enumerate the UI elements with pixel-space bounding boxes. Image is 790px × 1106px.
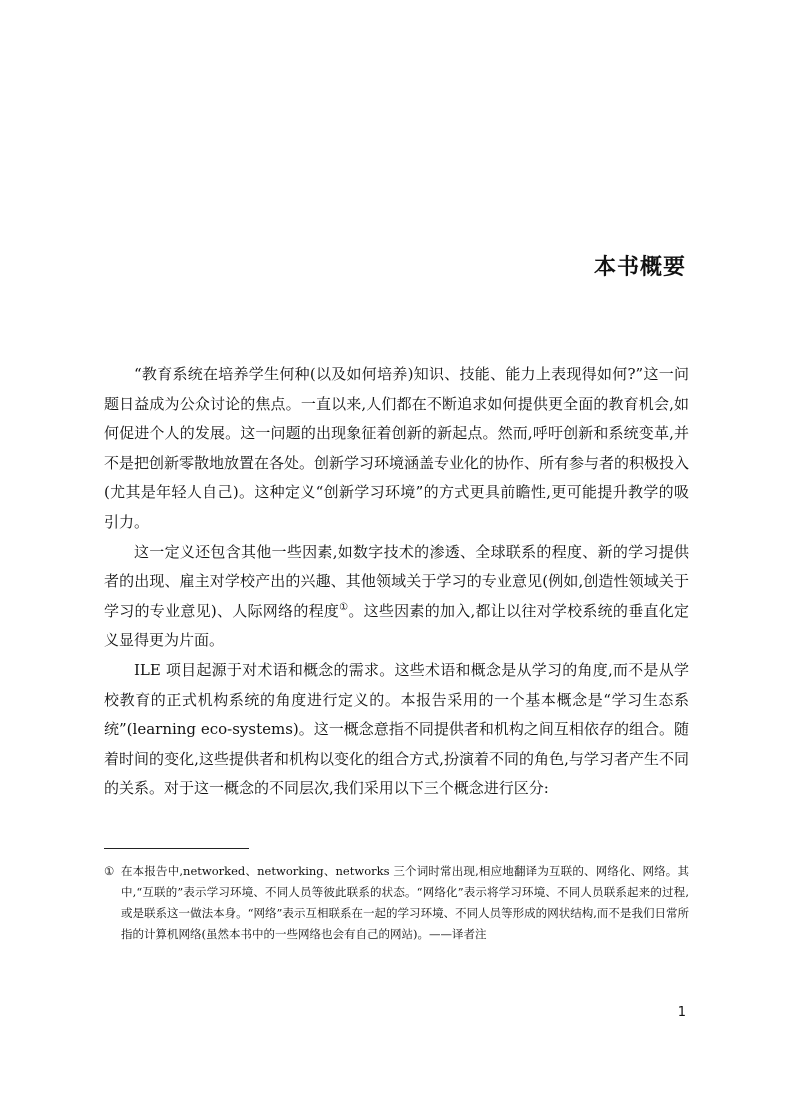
- page-number: 1: [677, 1005, 686, 1020]
- footnote: [104, 861, 689, 945]
- paragraph-2: [104, 538, 689, 656]
- paragraph-1: “教育系统在培养学生何种(以及如何培养)知识、技能、能力上表现得如何?”这一问题日益成为公众讨论的焦点。一直以来,人们都在不断追求如何提供更全面的教育机会,如何促进个人的发展。这一问题的出现象征着创新的新起点。然而,呼吁创新和系统变革,并不是把创新零散地放置在各处。创新学习环境涵盖专业化的协作、所有参与者的积极投入(尤其是年轻人自己)。这种定义“创新学习环境”的方式更具前瞻性,更可能提升教学的吸引力。: [104, 365, 690, 531]
- footnote-text: 在本报告中,networked、networking、networks 三个词时常出现,相应地翻译为互联的、网络化、网络。其中,“互联的”表示学习环境、不同人员等彼此联系的状态。“网络化”表示将学习环境、不同人员联系起来的过程,或是联系这一做法本身。“网络”表示互相联系在一起的学习环境、不同人员等形成的网状结构,而不是我们日常所指的计算机网络(虽然本书中的一些网络也会有自己的网站)。——译者注: [121, 864, 689, 941]
- footnote-marker: ①: [104, 864, 115, 878]
- paragraph-2-text-before: 这一定义还包含其他一些因素,如数字技术的渗透、全球联系的程度、新的学习提供者的出现、雇主对学校产出的兴趣、其他领域关于学习的专业意见(例如,创造性领域关于学习的专业意见)、人际网络的程度: [104, 542, 689, 620]
- paragraph-2-text-after: 。这些因素的加入,都让以往对学校系统的垂直化定义显得更为片面。: [104, 601, 689, 650]
- body-text: [104, 360, 689, 804]
- footnote-reference[interactable]: ①: [339, 601, 349, 613]
- page-title: 本书概要: [593, 255, 686, 280]
- footnote-divider: [104, 848, 249, 849]
- paragraph-3: ILE 项目起源于对术语和概念的需求。这些术语和概念是从学习的角度,而不是从学校教育的正式机构系统的角度进行定义的。本报告采用的一个基本概念是“学习生态系统”(learning eco-systems)。这一概念意指不同提供者和机构之间互相依存的组合。随着时间的变化,这些提供者和机构以变化的组合方式,扮演着不同的角色,与学习者产生不同的关系。对于这一概念的不同层次,我们采用以下三个概念进行区分:: [104, 660, 689, 798]
